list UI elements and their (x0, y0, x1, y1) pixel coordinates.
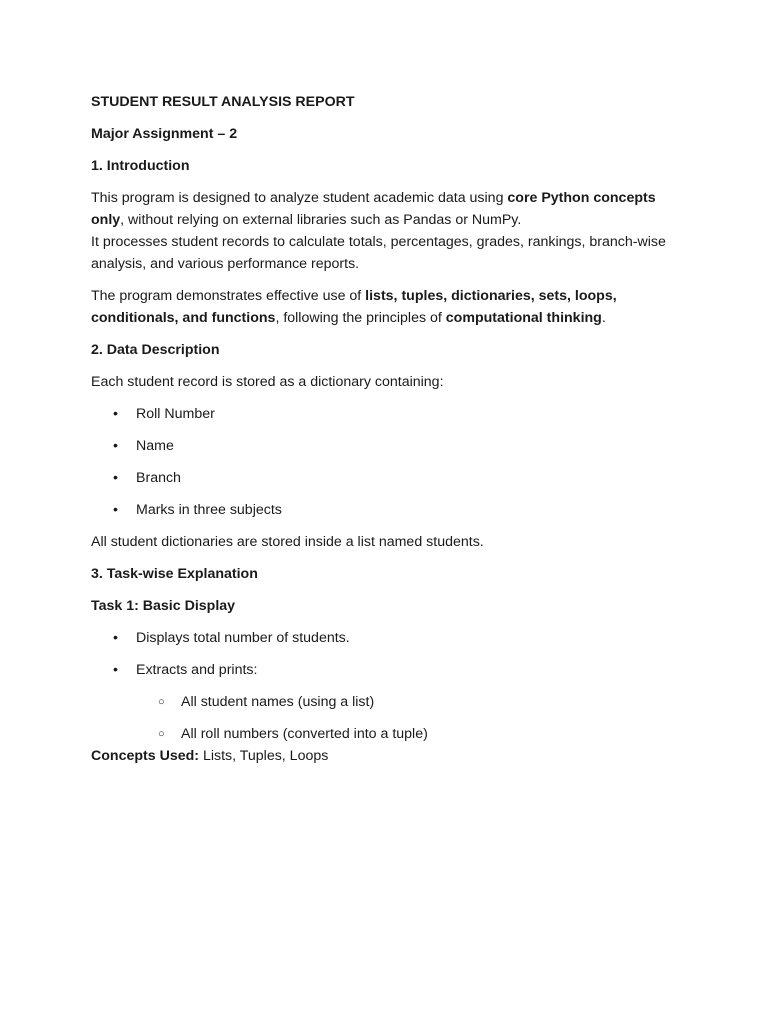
circle-bullet-icon: ○ (158, 728, 165, 740)
intro-p2-text-3: . (601, 310, 606, 326)
circle-bullet-icon: ○ (158, 696, 165, 708)
section-heading-introduction: 1. Introduction (91, 158, 190, 174)
list-item (91, 403, 672, 425)
bullet-icon: • (113, 438, 118, 454)
sublist-item-text: All student names (using a list) (181, 694, 375, 710)
data-description-outro: All student dictionaries are stored inside a list named students. (91, 534, 484, 550)
document-title: STUDENT RESULT ANALYSIS REPORT (91, 94, 355, 110)
intro-text-2: , without relying on external libraries such as Pandas or NumPy. (120, 212, 522, 228)
list-item (91, 467, 672, 489)
data-fields-list (91, 403, 672, 521)
intro-text-1: This program is designed to analyze student academic data using (91, 190, 508, 206)
task1-heading: Task 1: Basic Display (91, 598, 236, 614)
list-item-text: Extracts and prints: (136, 662, 258, 678)
document-subtitle: Major Assignment – 2 (91, 126, 238, 142)
bullet-icon: • (113, 502, 118, 518)
intro-p2-text-1: The program demonstrates effective use of (91, 288, 366, 304)
introduction-paragraph-1b: It processes student records to calculate totals, percentages, grades, rankings, branch-wise analysis, and various performance reports. (91, 234, 666, 272)
concepts-used-line (91, 745, 672, 767)
bullet-icon: • (113, 470, 118, 486)
intro-p2-bold-2: computational thinking (445, 310, 602, 326)
introduction-paragraph-1 (91, 187, 672, 231)
section-heading-tasks: 3. Task-wise Explanation (91, 566, 258, 582)
concepts-used-value: Lists, Tuples, Loops (199, 748, 329, 764)
task1-sublist (136, 691, 672, 745)
sublist-item (136, 691, 672, 713)
bullet-icon: • (113, 630, 118, 646)
sublist-item (136, 723, 672, 745)
sublist-item-text: All roll numbers (converted into a tuple) (181, 726, 428, 742)
introduction-paragraph-2 (91, 285, 672, 329)
list-item (91, 627, 672, 649)
list-item-text: Branch (136, 470, 181, 486)
intro-p2-bold-1: lists, tuples, dictionaries, sets, loops, conditionals, and functions (91, 288, 617, 326)
list-item-text: Name (136, 438, 174, 454)
bullet-icon: • (113, 406, 118, 422)
list-item (91, 435, 672, 457)
bullet-icon: • (113, 662, 118, 678)
list-item-text: Roll Number (136, 406, 215, 422)
intro-p2-text-2: , following the principles of (275, 310, 446, 326)
task1-list (91, 627, 672, 745)
list-item (91, 659, 672, 745)
data-description-intro: Each student record is stored as a dictionary containing: (91, 374, 444, 390)
concepts-used-label: Concepts Used: (91, 748, 199, 764)
list-item-text: Marks in three subjects (136, 502, 282, 518)
intro-bold-1: core Python concepts only (91, 190, 656, 228)
list-item-text: Displays total number of students. (136, 630, 350, 646)
section-heading-data-description: 2. Data Description (91, 342, 220, 358)
list-item (91, 499, 672, 521)
